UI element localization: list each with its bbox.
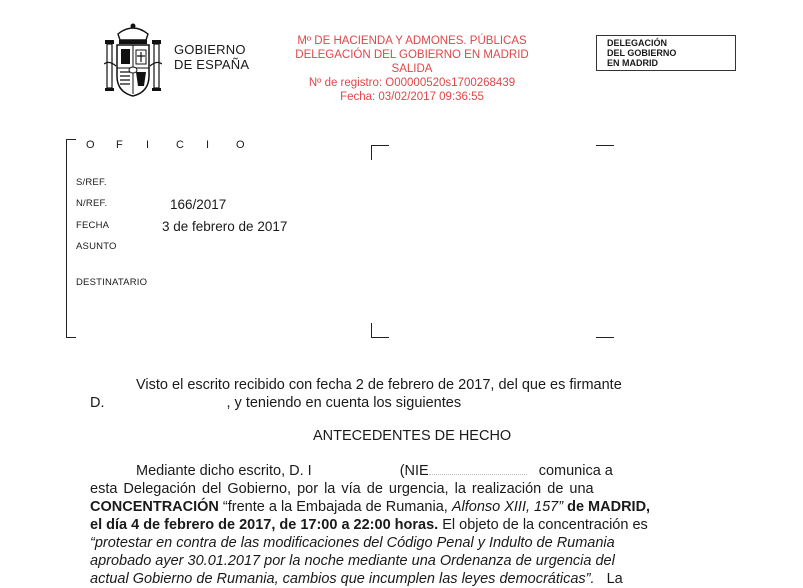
- paragraph-line-1: Mediante dicho escrito, D. I (NIE comunica a: [136, 463, 613, 479]
- paragraph-line-5: “protestar en contra de las modificaciones del Código Penal y Indulto de Rumania: [90, 535, 615, 551]
- paragraph-line-3: CONCENTRACIÓN “frente a la Embajada de Rumania, Alfonso XIII, 157” de MADRID,: [90, 499, 651, 515]
- address-bracket: [371, 145, 389, 146]
- address-bracket: [371, 323, 372, 338]
- paragraph-line-6: aprobado ayer 30.01.2017 por la noche mediante una Ordenanza de urgencia del: [90, 553, 615, 569]
- government-name: GOBIERNO DE ESPAÑA: [174, 42, 250, 72]
- fecha-value: 3 de febrero de 2017: [162, 219, 288, 234]
- frame-corner: [66, 139, 76, 140]
- paragraph-line-4: el día 4 de febrero de 2017, de 17:00 a 22:00 horas. El objeto de la concentración es: [90, 517, 648, 533]
- address-bracket: [596, 337, 614, 338]
- paragraph-line-2: esta Delegación del Gobierno, por la vía de urgencia, la realización de una: [90, 481, 594, 497]
- intro-line-1: Visto el escrito recibido con fecha 2 de febrero de 2017, del que es firmante: [136, 377, 622, 393]
- frame-corner: [66, 337, 76, 338]
- asunto-label: ASUNTO: [76, 241, 117, 252]
- fecha-label: FECHA: [76, 220, 110, 231]
- intro-line-2: D. , y teniendo en cuenta los siguientes: [90, 395, 462, 411]
- address-bracket: [371, 145, 372, 160]
- address-bracket: [596, 145, 614, 146]
- nref-value: 166/2017: [170, 197, 227, 212]
- oficio-title: O F I C I O: [86, 139, 245, 151]
- delegation-box: DELEGACIÓN DEL GOBIERNO EN MADRID: [596, 35, 736, 71]
- nref-label: N/REF.: [76, 198, 108, 209]
- destinatario-label: DESTINATARIO: [76, 277, 148, 288]
- section-heading: ANTECEDENTES DE HECHO: [313, 428, 512, 444]
- address-bracket: [371, 337, 389, 338]
- frame-left-border: [66, 139, 67, 337]
- paragraph-line-7: actual Gobierno de Rumania, cambios que incumplen las leyes democráticas”. La: [90, 571, 623, 587]
- registry-stamp: Mº DE HACIENDA Y ADMONES. PÚBLICAS DELEGACIÓN DEL GOBIERNO EN MADRID SALIDA Nº de registro: O00000520s1700268439 Fecha: 03/02/2017 09:36:55: [295, 35, 529, 103]
- coat-of-arms-icon: [104, 20, 162, 100]
- sref-label: S/REF.: [76, 177, 107, 188]
